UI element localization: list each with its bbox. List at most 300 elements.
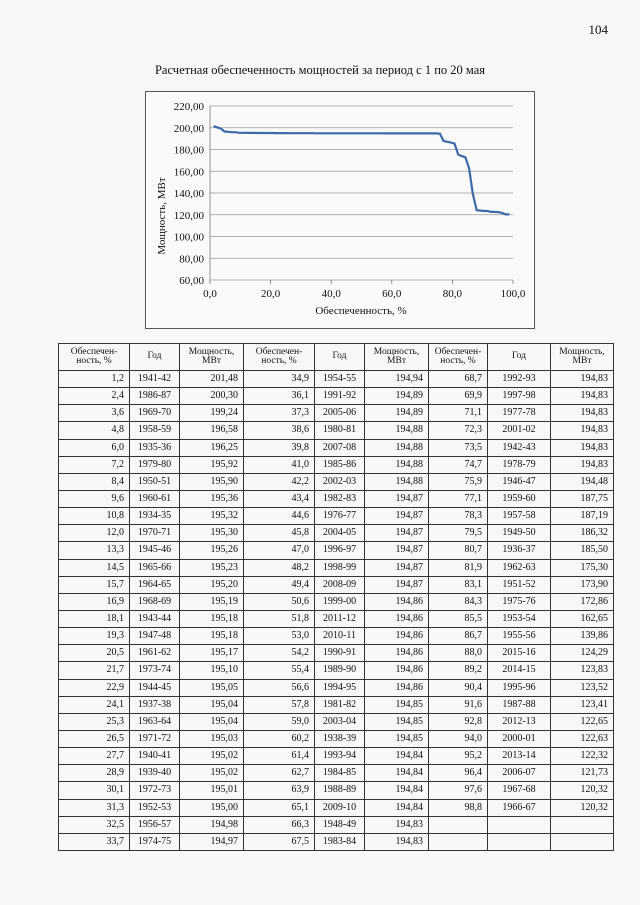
probability-cell: 81,9 (429, 559, 488, 576)
year-cell: 1950-51 (130, 473, 180, 490)
probability-cell: 10,8 (59, 508, 130, 525)
probability-cell: 91,6 (429, 696, 488, 713)
table-row (59, 422, 614, 439)
probability-cell (429, 816, 488, 833)
x-tick-labels (203, 280, 526, 300)
column-header: Год (130, 344, 180, 371)
probability-cell: 9,6 (59, 490, 130, 507)
y-axis-label: Мощность, МВт (156, 177, 168, 255)
table-row (59, 645, 614, 662)
power-cell: 173,90 (551, 576, 614, 593)
probability-cell: 85,5 (429, 610, 488, 627)
year-cell: 2009-10 (315, 799, 365, 816)
y-tick-label: 140,00 (173, 188, 204, 200)
probability-cell: 60,2 (244, 730, 315, 747)
column-header: Год (315, 344, 365, 371)
power-cell: 122,32 (551, 748, 614, 765)
year-cell: 2005-06 (315, 405, 365, 422)
probability-cell: 53,0 (244, 628, 315, 645)
power-cell: 195,23 (180, 559, 244, 576)
probability-cell: 72,3 (429, 422, 488, 439)
probability-cell: 3,6 (59, 405, 130, 422)
power-cell: 194,97 (180, 833, 244, 850)
year-cell: 1993-94 (315, 748, 365, 765)
table-row (59, 662, 614, 679)
year-cell: 1951-52 (488, 576, 551, 593)
power-cell: 194,83 (551, 456, 614, 473)
probability-cell: 32,5 (59, 816, 130, 833)
year-cell: 1979-80 (130, 456, 180, 473)
power-cell: 195,00 (180, 799, 244, 816)
year-cell: 1994-95 (315, 679, 365, 696)
line-chart (146, 92, 534, 328)
power-cell: 195,04 (180, 696, 244, 713)
x-tick-label: 100,0 (500, 288, 526, 300)
power-cell: 194,86 (365, 610, 429, 627)
power-cell: 194,85 (365, 713, 429, 730)
power-cell: 122,65 (551, 713, 614, 730)
probability-cell: 4,8 (59, 422, 130, 439)
power-cell: 194,84 (365, 748, 429, 765)
power-cell: 195,02 (180, 765, 244, 782)
year-cell: 2000-01 (488, 730, 551, 747)
year-cell: 1987-88 (488, 696, 551, 713)
power-cell: 196,58 (180, 422, 244, 439)
power-cell: 123,52 (551, 679, 614, 696)
power-cell: 195,30 (180, 525, 244, 542)
year-cell: 1976-77 (315, 508, 365, 525)
probability-cell: 6,0 (59, 439, 130, 456)
probability-cell: 15,7 (59, 576, 130, 593)
data-table (58, 343, 614, 851)
y-tick-label: 100,00 (173, 231, 204, 244)
table-row (59, 696, 614, 713)
power-cell: 195,05 (180, 679, 244, 696)
power-cell: 195,02 (180, 748, 244, 765)
year-cell: 1980-81 (315, 422, 365, 439)
probability-cell: 42,2 (244, 473, 315, 490)
probability-cell: 26,5 (59, 730, 130, 747)
power-cell: 194,84 (365, 765, 429, 782)
year-cell: 1962-63 (488, 559, 551, 576)
year-cell: 1966-67 (488, 799, 551, 816)
column-header: Мощность, МВт (180, 344, 244, 371)
power-cell: 194,88 (365, 439, 429, 456)
table-row (59, 473, 614, 490)
year-cell: 2001-02 (488, 422, 551, 439)
probability-cell: 2,4 (59, 388, 130, 405)
year-cell: 2011-12 (315, 610, 365, 627)
power-cell: 194,86 (365, 593, 429, 610)
power-cell: 120,32 (551, 799, 614, 816)
year-cell: 1996-97 (315, 542, 365, 559)
probability-cell: 14,5 (59, 559, 130, 576)
probability-cell: 39,8 (244, 439, 315, 456)
year-cell: 1992-93 (488, 371, 551, 388)
power-cell: 195,03 (180, 730, 244, 747)
year-cell: 1985-86 (315, 456, 365, 473)
probability-cell: 20,5 (59, 645, 130, 662)
table-row (59, 525, 614, 542)
probability-cell: 92,8 (429, 713, 488, 730)
year-cell: 1970-71 (130, 525, 180, 542)
table-row (59, 628, 614, 645)
power-cell: 195,32 (180, 508, 244, 525)
year-cell: 1946-47 (488, 473, 551, 490)
probability-cell: 66,3 (244, 816, 315, 833)
table-row (59, 816, 614, 833)
power-cell: 194,98 (180, 816, 244, 833)
probability-cell: 68,7 (429, 371, 488, 388)
year-cell: 1972-73 (130, 782, 180, 799)
table-row (59, 576, 614, 593)
table-row (59, 456, 614, 473)
y-tick-label: 180,00 (173, 144, 204, 157)
probability-cell: 77,1 (429, 490, 488, 507)
power-cell: 194,86 (365, 662, 429, 679)
table-row (59, 439, 614, 456)
probability-cell: 27,7 (59, 748, 130, 765)
year-cell: 2006-07 (488, 765, 551, 782)
power-cell: 186,32 (551, 525, 614, 542)
year-cell: 1943-44 (130, 610, 180, 627)
year-cell: 1956-57 (130, 816, 180, 833)
power-cell: 194,83 (365, 816, 429, 833)
probability-cell: 30,1 (59, 782, 130, 799)
probability-cell: 59,0 (244, 713, 315, 730)
table-row (59, 833, 614, 850)
year-cell: 1955-56 (488, 628, 551, 645)
power-cell: 194,87 (365, 576, 429, 593)
power-cell: 194,89 (365, 405, 429, 422)
x-tick-label: 40,0 (321, 288, 341, 300)
power-cell: 195,92 (180, 456, 244, 473)
table-row (59, 730, 614, 747)
x-tick-label: 20,0 (260, 288, 281, 300)
probability-cell: 88,0 (429, 645, 488, 662)
year-cell: 1941-42 (130, 371, 180, 388)
power-cell: 162,65 (551, 610, 614, 627)
power-cell: 195,18 (180, 628, 244, 645)
probability-cell: 69,9 (429, 388, 488, 405)
year-cell: 1965-66 (130, 559, 180, 576)
power-cell: 194,87 (365, 542, 429, 559)
year-cell: 1990-91 (315, 645, 365, 662)
power-cell: 194,88 (365, 456, 429, 473)
probability-cell: 75,9 (429, 473, 488, 490)
table-row (59, 559, 614, 576)
power-cell: 194,85 (365, 696, 429, 713)
power-cell: 194,83 (551, 405, 614, 422)
power-cell: 195,20 (180, 576, 244, 593)
year-cell: 1975-76 (488, 593, 551, 610)
year-cell: 1973-74 (130, 662, 180, 679)
year-cell: 1971-72 (130, 730, 180, 747)
table-row (59, 799, 614, 816)
y-tick-label: 80,00 (179, 253, 204, 266)
year-cell: 1957-58 (488, 508, 551, 525)
power-cell: 123,41 (551, 696, 614, 713)
power-cell: 195,04 (180, 713, 244, 730)
year-cell: 2003-04 (315, 713, 365, 730)
table-row (59, 679, 614, 696)
year-cell: 1937-38 (130, 696, 180, 713)
year-cell: 1952-53 (130, 799, 180, 816)
year-cell: 1961-62 (130, 645, 180, 662)
power-cell: 195,36 (180, 490, 244, 507)
chart-frame (145, 91, 535, 329)
power-cell: 139,86 (551, 628, 614, 645)
probability-cell: 79,5 (429, 525, 488, 542)
year-cell: 1984-85 (315, 765, 365, 782)
y-tick-label: 200,00 (173, 122, 204, 135)
year-cell: 1989-90 (315, 662, 365, 679)
power-cell: 175,30 (551, 559, 614, 576)
probability-cell: 43,4 (244, 490, 315, 507)
probability-cell: 50,6 (244, 593, 315, 610)
probability-cell: 25,3 (59, 713, 130, 730)
year-cell: 1982-83 (315, 490, 365, 507)
year-cell: 1938-39 (315, 730, 365, 747)
year-cell: 1959-60 (488, 490, 551, 507)
probability-cell: 90,4 (429, 679, 488, 696)
probability-cell: 47,0 (244, 542, 315, 559)
power-cell: 194,86 (365, 679, 429, 696)
power-cell: 194,88 (365, 473, 429, 490)
power-cell: 194,87 (365, 559, 429, 576)
year-cell: 1986-87 (130, 388, 180, 405)
power-cell: 195,19 (180, 593, 244, 610)
power-cell: 195,18 (180, 610, 244, 627)
probability-cell: 49,4 (244, 576, 315, 593)
probability-cell: 16,9 (59, 593, 130, 610)
power-cell: 121,73 (551, 765, 614, 782)
power-cell: 200,30 (180, 388, 244, 405)
power-cell: 194,87 (365, 508, 429, 525)
year-cell: 2008-09 (315, 576, 365, 593)
probability-cell: 74,7 (429, 456, 488, 473)
year-cell: 1942-43 (488, 439, 551, 456)
probability-cell: 86,7 (429, 628, 488, 645)
x-tick-label: 0,0 (203, 288, 217, 300)
probability-cell: 57,8 (244, 696, 315, 713)
year-cell: 1944-45 (130, 679, 180, 696)
year-cell: 1991-92 (315, 388, 365, 405)
table-header-row (59, 344, 614, 371)
power-cell: 194,87 (365, 490, 429, 507)
power-cell: 195,01 (180, 782, 244, 799)
table-row (59, 388, 614, 405)
probability-cell (429, 833, 488, 850)
year-cell: 1945-46 (130, 542, 180, 559)
y-tick-label: 60,00 (179, 275, 204, 287)
table-row (59, 405, 614, 422)
power-cell: 194,83 (551, 371, 614, 388)
year-cell: 1940-41 (130, 748, 180, 765)
power-cell: 194,88 (365, 422, 429, 439)
probability-cell: 38,6 (244, 422, 315, 439)
table-body (59, 371, 614, 851)
year-cell: 1934-35 (130, 508, 180, 525)
column-header: Мощность, МВт (551, 344, 614, 371)
probability-cell: 28,9 (59, 765, 130, 782)
x-axis-label: Обеспеченность, % (315, 305, 407, 317)
y-tick-label: 160,00 (173, 166, 204, 179)
probability-cell: 71,1 (429, 405, 488, 422)
year-cell: 1974-75 (130, 833, 180, 850)
probability-cell: 1,2 (59, 371, 130, 388)
power-cell: 195,10 (180, 662, 244, 679)
probability-cell: 12,0 (59, 525, 130, 542)
power-cell: 194,85 (365, 730, 429, 747)
probability-cell: 18,1 (59, 610, 130, 627)
year-cell: 2004-05 (315, 525, 365, 542)
power-cell: 123,83 (551, 662, 614, 679)
year-cell: 1988-89 (315, 782, 365, 799)
table-row (59, 593, 614, 610)
year-cell: 2002-03 (315, 473, 365, 490)
year-cell: 1995-96 (488, 679, 551, 696)
column-header: Обеспечен-ность, % (244, 344, 315, 371)
power-cell: 194,83 (551, 422, 614, 439)
probability-cell: 51,8 (244, 610, 315, 627)
table-row (59, 371, 614, 388)
power-cell: 194,84 (365, 782, 429, 799)
power-cell: 194,94 (365, 371, 429, 388)
column-header: Мощность, МВт (365, 344, 429, 371)
power-cell: 185,50 (551, 542, 614, 559)
year-cell: 1964-65 (130, 576, 180, 593)
probability-cell: 67,5 (244, 833, 315, 850)
table-row (59, 542, 614, 559)
year-cell: 2012-13 (488, 713, 551, 730)
year-cell: 1960-61 (130, 490, 180, 507)
year-cell: 1998-99 (315, 559, 365, 576)
power-cell: 187,75 (551, 490, 614, 507)
probability-cell: 55,4 (244, 662, 315, 679)
year-cell: 2015-16 (488, 645, 551, 662)
table-row (59, 765, 614, 782)
power-cell: 194,86 (365, 628, 429, 645)
power-cell: 194,48 (551, 473, 614, 490)
probability-cell: 7,2 (59, 456, 130, 473)
y-tick-label: 120,00 (173, 209, 204, 222)
probability-cell: 21,7 (59, 662, 130, 679)
probability-cell: 24,1 (59, 696, 130, 713)
probability-cell: 56,6 (244, 679, 315, 696)
power-cell: 199,24 (180, 405, 244, 422)
power-cell (551, 833, 614, 850)
probability-cell: 33,7 (59, 833, 130, 850)
column-header: Обеспечен-ность, % (429, 344, 488, 371)
power-cell: 194,84 (365, 799, 429, 816)
power-cell: 194,83 (551, 439, 614, 456)
probability-cell: 63,9 (244, 782, 315, 799)
year-cell (488, 816, 551, 833)
probability-cell: 98,8 (429, 799, 488, 816)
year-cell: 1935-36 (130, 439, 180, 456)
year-cell: 1967-68 (488, 782, 551, 799)
power-cell: 194,86 (365, 645, 429, 662)
table-row (59, 610, 614, 627)
power-cell: 194,89 (365, 388, 429, 405)
power-cell: 196,25 (180, 439, 244, 456)
year-cell: 1936-37 (488, 542, 551, 559)
power-cell: 194,83 (551, 388, 614, 405)
year-cell: 1977-78 (488, 405, 551, 422)
x-tick-label: 80,0 (442, 288, 463, 300)
table-row (59, 713, 614, 730)
probability-cell: 8,4 (59, 473, 130, 490)
chart-title: Расчетная обеспеченность мощностей за период с 1 по 20 мая (154, 63, 486, 77)
year-cell (488, 833, 551, 850)
probability-cell: 13,3 (59, 542, 130, 559)
year-cell: 1978-79 (488, 456, 551, 473)
year-cell: 1997-98 (488, 388, 551, 405)
probability-cell: 84,3 (429, 593, 488, 610)
year-cell: 1968-69 (130, 593, 180, 610)
year-cell: 2007-08 (315, 439, 365, 456)
column-header: Обеспечен-ность, % (59, 344, 130, 371)
probability-cell: 45,8 (244, 525, 315, 542)
year-cell: 1947-48 (130, 628, 180, 645)
power-cell (551, 816, 614, 833)
year-cell: 2014-15 (488, 662, 551, 679)
table-row (59, 782, 614, 799)
probability-cell: 41,0 (244, 456, 315, 473)
probability-cell: 78,3 (429, 508, 488, 525)
year-cell: 1999-00 (315, 593, 365, 610)
probability-cell: 89,2 (429, 662, 488, 679)
power-cell: 195,26 (180, 542, 244, 559)
power-cell: 120,32 (551, 782, 614, 799)
probability-cell: 54,2 (244, 645, 315, 662)
year-cell: 1983-84 (315, 833, 365, 850)
probability-cell: 83,1 (429, 576, 488, 593)
probability-cell: 95,2 (429, 748, 488, 765)
probability-cell: 44,6 (244, 508, 315, 525)
power-cell: 187,19 (551, 508, 614, 525)
table-row (59, 508, 614, 525)
probability-cell: 48,2 (244, 559, 315, 576)
power-cell: 194,87 (365, 525, 429, 542)
probability-cell: 31,3 (59, 799, 130, 816)
power-cell: 172,86 (551, 593, 614, 610)
power-cell: 195,17 (180, 645, 244, 662)
power-series-line (214, 126, 510, 214)
probability-cell: 73,5 (429, 439, 488, 456)
probability-cell: 96,4 (429, 765, 488, 782)
probability-cell: 65,1 (244, 799, 315, 816)
y-tick-label: 220,00 (173, 101, 204, 113)
y-tick-labels (174, 101, 205, 287)
probability-cell: 61,4 (244, 748, 315, 765)
table-row (59, 490, 614, 507)
probability-cell: 36,1 (244, 388, 315, 405)
year-cell: 1949-50 (488, 525, 551, 542)
probability-cell: 97,6 (429, 782, 488, 799)
probability-cell: 94,0 (429, 730, 488, 747)
probability-cell: 62,7 (244, 765, 315, 782)
page-number: 104 (588, 22, 608, 37)
power-cell: 194,83 (365, 833, 429, 850)
probability-cell: 19,3 (59, 628, 130, 645)
year-cell: 2010-11 (315, 628, 365, 645)
year-cell: 1958-59 (130, 422, 180, 439)
probability-cell: 37,3 (244, 405, 315, 422)
column-header: Год (488, 344, 551, 371)
table-row (59, 748, 614, 765)
